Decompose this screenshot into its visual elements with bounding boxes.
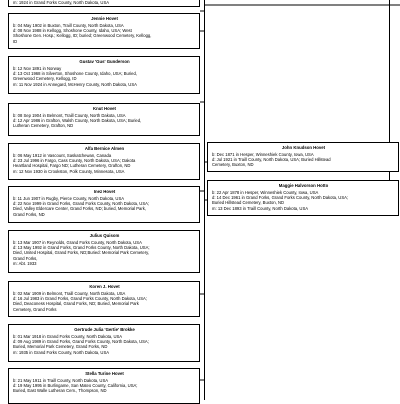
death-line-cont: Shoshone Gen. Hosp.; Kellogg, ID; buried; Greenwood Cemetery, Kellogg, xyxy=(13,33,152,39)
person-box-gustav-gunderson[interactable] xyxy=(8,56,200,94)
death-line-cont: ID xyxy=(13,38,18,44)
death-line-cont: Grand Forks, ND xyxy=(13,211,45,217)
person-name: Knut Hovet xyxy=(93,106,116,111)
person-name: Alfa Bernice Almen xyxy=(84,146,125,151)
death-line: d: 22 Nov 1999 in Grand Forks, Grand Forks County, North Dakota, USA; xyxy=(13,201,150,207)
person-box-stella-hovet[interactable] xyxy=(8,368,200,404)
person-box-koren-hovet[interactable] xyxy=(8,281,200,317)
death-line-cont: Buried Hillstead Cemetery, Buxton, ND xyxy=(212,200,285,206)
person-box-knut-hovet[interactable] xyxy=(8,103,200,136)
birth-line: b: 11 Jun 1907 in Rugby, Pierce County, North Dakota, USA xyxy=(13,196,125,201)
death-line-cont: Buried, East Walle Lutheran Cem., Thompson, ND xyxy=(13,388,107,394)
death-line: d: 13 Oct 1968 in Silverton, Shoshone County, Idaho, USA; Buried, xyxy=(13,71,137,77)
person-box-julius-quisom[interactable] xyxy=(8,230,200,273)
birth-line: b: 06 May 1912 in Vascount, Saskatchewan, Canada xyxy=(13,153,112,158)
person-name: Inez Hovet xyxy=(93,189,116,194)
death-line: d: 09 Aug 1989 in Grand Forks, Grand Forks County, North Dakota, USA; xyxy=(13,339,149,345)
person-box-john-knudson-hovet[interactable] xyxy=(207,142,399,172)
person-name: Jennie Hovet xyxy=(91,16,118,21)
death-line: d: 08 Nov 1988 in Kellogg, Shoshone County, Idaho, USA; West xyxy=(13,28,132,34)
person-box-jennie-hovet[interactable] xyxy=(8,13,200,49)
person-name: Gertrude Julia 'Gertie' Brokke xyxy=(74,327,135,332)
death-line-cont: Heartland Hospital, Fargo ND; Lutheran Cemetery, Grafton, ND xyxy=(13,163,131,169)
marriage-line: m: 13 Dec 1893 in Traill County, North Dakota, USA xyxy=(212,205,309,211)
death-line-cont: Cemetery, Buxton, ND xyxy=(212,162,254,168)
death-line-cont: Buried, Memorial Park Cemetery, Grand Forks, ND xyxy=(13,344,108,350)
death-line-cont: Greenwood Cemetery, Kellogg, ID xyxy=(13,76,77,82)
person-box-alfa-almen[interactable] xyxy=(8,143,200,180)
marriage-info-box[interactable] xyxy=(8,0,200,7)
birth-line: b: 22 Apr 1878 in Hesper, Winneshiek County, Iowa, USA xyxy=(212,190,319,195)
birth-line: b: 12 Nov 1891 in Norway xyxy=(13,66,62,71)
death-line-cont: Lutheran Cemetery, Grafton, ND xyxy=(13,123,74,129)
person-box-gertrude-brokke[interactable] xyxy=(8,324,200,362)
death-line: d: 12 Apr 1986 in Grafton, Walsh County, North Dakota, USA; Buried, xyxy=(13,118,142,124)
person-box-inez-hovet[interactable] xyxy=(8,186,200,223)
death-line: d: 23 Jul 1996 in Fargo, Cass County, North Dakota, USA; Dakota xyxy=(13,158,136,164)
marriage-line: m: Abt. 1933 xyxy=(13,260,37,266)
birth-line: b: 08 Sep 1904 in Belmont, Traill County, North Dakota, USA xyxy=(13,113,126,118)
death-line: d: Jul 1921 in Traill County, North Dakota, USA; Buried Hillstead xyxy=(212,157,331,163)
birth-line: b: Dec 1871 in Hesper, Winneshiek County, Iowa, USA xyxy=(212,152,314,157)
person-box-maggie-hotto[interactable] xyxy=(207,180,399,216)
person-name: Koren J. Hovet xyxy=(89,284,120,289)
death-line: d: 16 Jul 1983 in Grand Forks, Grand Forks County, North Dakota, USA; xyxy=(13,296,147,302)
death-line: d: 14 Dec 1961 in Grand Forks, Grand Forks County, North Dakota, USA; xyxy=(212,195,349,201)
birth-line: b: 04 May 1902 in Buxton, Traill County, North Dakota, USA xyxy=(13,23,124,28)
birth-line: b: 02 Mar 1909 in Belmont, Traill County, North Dakota, USA xyxy=(13,291,126,296)
death-line-cont: Grand Forks, xyxy=(13,255,38,261)
marriage-line: m: 12 Nov 1930 in Crookston, Polk County, Minnesota, USA xyxy=(13,168,125,174)
person-name: Stella Turine Hovet xyxy=(85,371,124,376)
death-line-cont: Died, Valley Eldercare Center, Grand Forks, ND; buried, Memorial Park, xyxy=(13,206,147,212)
person-name: Julius Quisom xyxy=(89,233,120,238)
death-line-cont: Died, United Hospital, Grand Forks, ND;Buried: Memorial Park Cemetery, xyxy=(13,250,150,256)
marriage-line: m: 11 Nov 1924 in Annegard, McHenry County, North Dakota, USA xyxy=(13,81,137,87)
person-name: Gustav 'Gus' Gunderson xyxy=(79,59,130,64)
marriage-line: m: 1935 in Grand Forks County, North Dakota, USA xyxy=(13,349,110,355)
death-line: d: 13 May 1992 in Grand Forks, Grand Forks County, North Dakota, USA; xyxy=(13,245,150,251)
death-line-cont: Cemetery, Grand Forks xyxy=(13,306,57,312)
birth-line: b: 21 May 1911 in Traill County, North Dakota, USA xyxy=(13,378,109,383)
birth-line: b: 13 Mar 1907 in Reynolds, Grand Forks County, North Dakota, USA xyxy=(13,240,142,245)
person-name: Maggie Halvorson Hotto xyxy=(278,183,329,188)
marriage-line: m: 1924 in Grand Forks County, North Dakota, USA xyxy=(13,0,110,5)
death-line: d: 19 May 1995 in Burlingame, San Mateo County, California, USA; xyxy=(13,383,138,389)
person-name: John Knudson Hovet xyxy=(281,145,326,150)
death-line-cont: Died, Deaconess Hospital, Grand Forks, ND; Buried, Memorial Park xyxy=(13,301,139,307)
birth-line: b: 01 Mar 1918 in Grand Forks County, North Dakota, USA xyxy=(13,334,123,339)
